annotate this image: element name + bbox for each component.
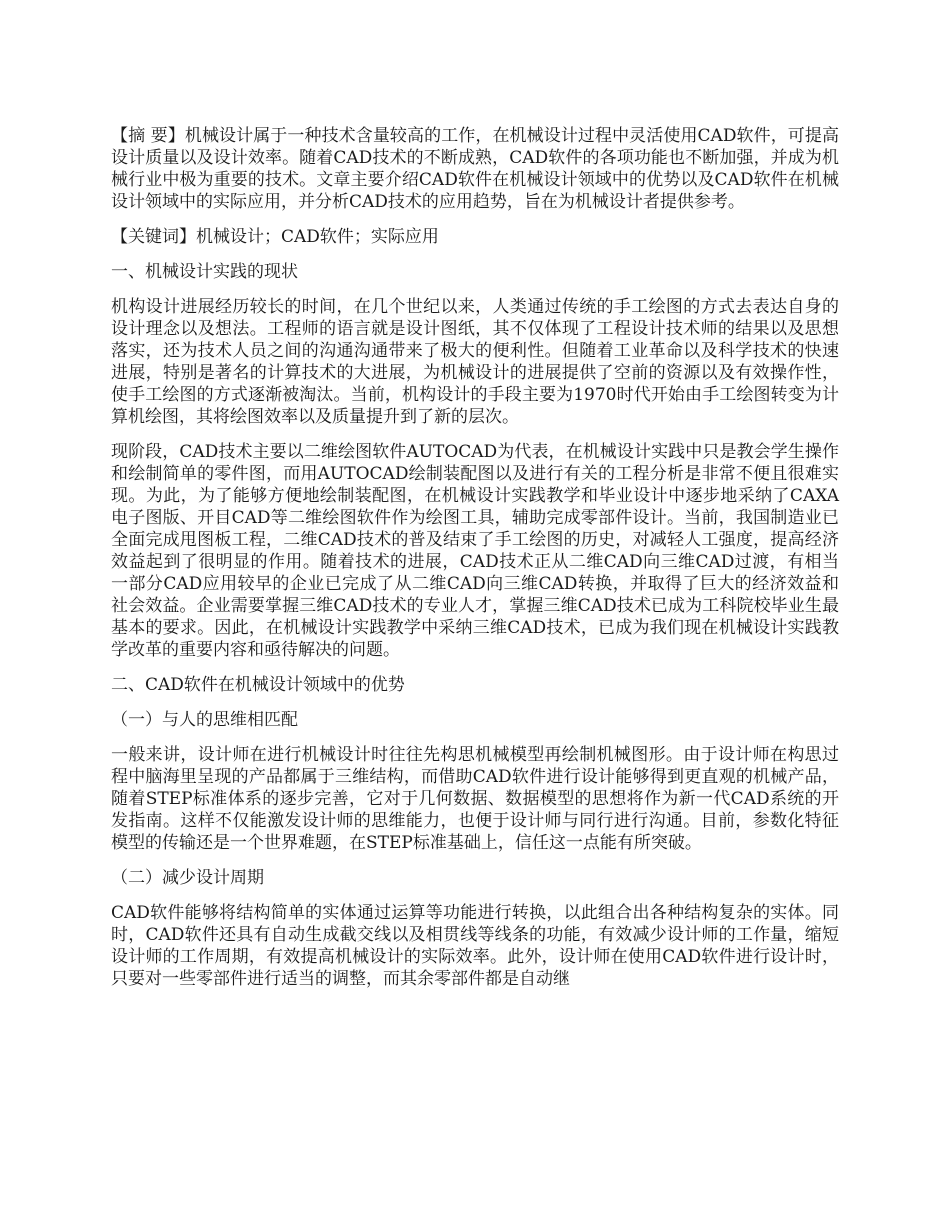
body-paragraph-3: 一般来讲，设计师在进行机械设计时往往先构思机械模型再绘制机械图形。由于设计师在构思过程中脑海里呈现的产品都属于三维结构，而借助CAD软件进行设计能够得到更直观的机械产品，随着STEP标准体系的逐步完善，它对于几何数据、数据模型的思想将作为新一代CAD系统的开发指南。这样不仅能激发设计师的思维能力，也便于设计师与同行进行沟通。目前，参数化特征模型的传输还是一个世界难题，在STEP标准基础上，信任这一点能有所突破。 <box>111 745 839 853</box>
section-heading-2: 二、CAD软件在机械设计领域中的优势 <box>111 675 405 695</box>
section-heading-1: 一、机械设计实践的现状 <box>111 262 298 282</box>
keywords-paragraph: 【关键词】机械设计；CAD软件；实际应用 <box>111 227 439 247</box>
abstract-paragraph: 【摘 要】机械设计属于一种技术含量较高的工作，在机械设计过程中灵活使用CAD软件，可提高设计质量以及设计效率。随着CAD技术的不断成熟，CAD软件的各项功能也不断加强，并成为机械行业中极为重要的技术。文章主要介绍CAD软件在机械设计领域中的优势以及CAD软件在机械设计领域中的实际应用，并分析CAD技术的应用趋势，旨在为机械设计者提供参考。 <box>111 126 839 212</box>
subsection-heading-1: （一）与人的思维相匹配 <box>111 710 298 730</box>
body-paragraph-4: CAD软件能够将结构简单的实体通过运算等功能进行转换，以此组合出各种结构复杂的实体。同时，CAD软件还具有自动生成截交线以及相贯线等线条的功能，有效减少设计师的工作量，缩短设计师的工作周期，有效提高机械设计的实际效率。此外，设计师在使用CAD软件进行设计时，只要对一些零部件进行适当的调整，而其余零部件都是自动继 <box>111 903 839 989</box>
subsection-heading-2: （二）减少设计周期 <box>111 868 264 888</box>
body-paragraph-1: 机构设计进展经历较长的时间，在几个世纪以来，人类通过传统的手工绘图的方式去表达自身的设计理念以及想法。工程师的语言就是设计图纸，其不仅体现了工程设计技术师的结果以及思想落实，还为技术人员之间的沟通沟通带来了极大的便利性。但随着工业革命以及科学技术的快速进展，特别是著名的计算技术的大进展，为机械设计的进展提供了空前的资源以及有效操作性，使手工绘图的方式逐渐被淘汰。当前，机构设计的手段主要为1970时代开始由手工绘图转变为计算机绘图，其将绘图效率以及质量提升到了新的层次。 <box>111 297 839 427</box>
document-body <box>111 125 839 1003</box>
body-paragraph-2: 现阶段，CAD技术主要以二维绘图软件AUTOCAD为代表，在机械设计实践中只是教会学生操作和绘制简单的零件图，而用AUTOCAD绘制装配图以及进行有关的工程分析是非常不便且很难实现。为此，为了能够方便地绘制装配图，在机械设计实践教学和毕业设计中逐步地采纳了CAXA电子图版、开目CAD等二维绘图软件作为绘图工具，辅助完成零部件设计。当前，我国制造业已全面完成甩图板工程，二维CAD技术的普及结束了手工绘图的历史，对减轻人工强度，提高经济效益起到了很明显的作用。随着技术的进展，CAD技术正从二维CAD向三维CAD过渡，有相当一部分CAD应用较早的企业已完成了从二维CAD向三维CAD转换，并取得了巨大的经济效益和社会效益。企业需要掌握三维CAD技术的专业人才，掌握三维CAD技术已成为工科院校毕业生最基本的要求。因此，在机械设计实践教学中采纳三维CAD技术，已成为我们现在机械设计实践教学改革的重要内容和亟待解决的问题。 <box>111 442 839 660</box>
